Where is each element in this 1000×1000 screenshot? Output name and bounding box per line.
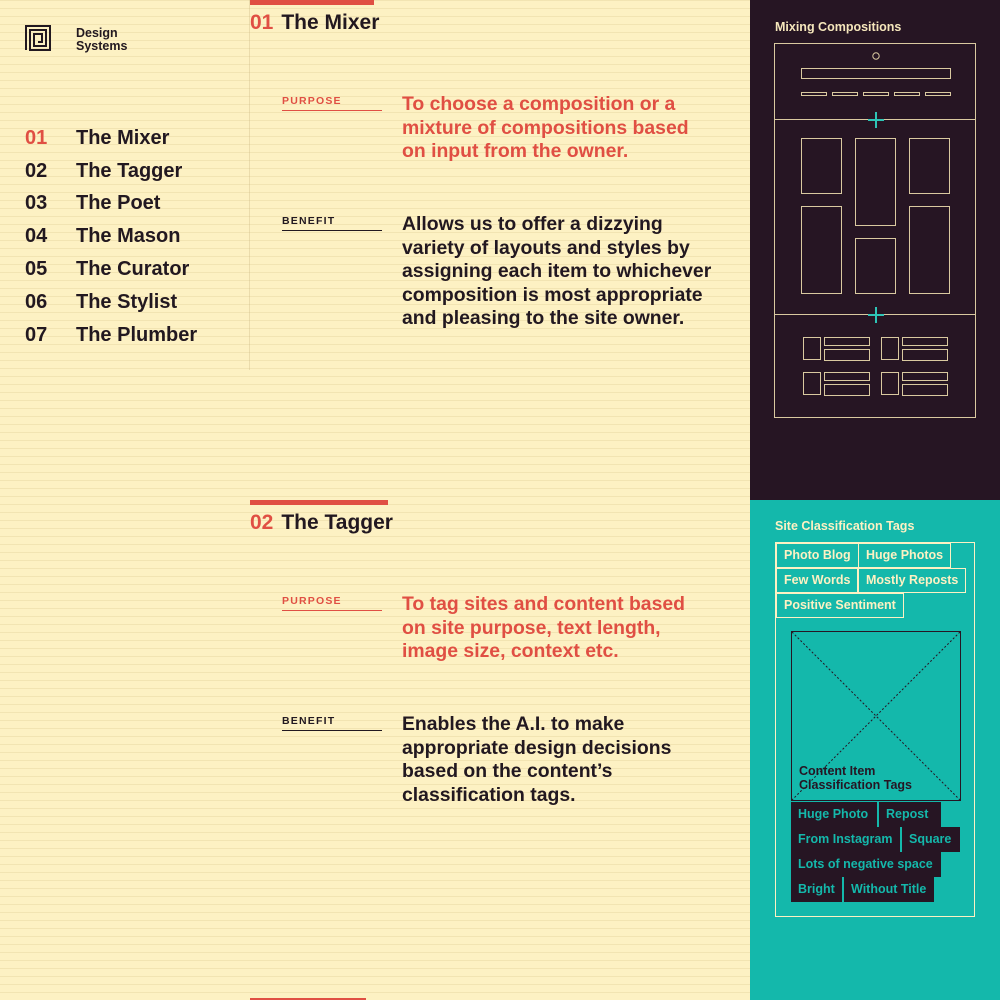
benefit-label: BENEFIT	[282, 715, 382, 731]
nav-item-number: 06	[25, 290, 48, 313]
mixing-compositions-panel	[750, 0, 1000, 500]
site-tag: Positive Sentiment	[776, 593, 904, 618]
site-tag: Photo Blog	[776, 543, 859, 568]
content-item-image-placeholder	[791, 631, 961, 801]
nav-item-label: The Tagger	[76, 159, 183, 182]
content-tag: From Instagram	[791, 827, 900, 852]
purpose-label: PURPOSE	[282, 95, 382, 111]
section-mixer	[250, 0, 750, 500]
purpose-label: PURPOSE	[282, 595, 382, 611]
purpose-text: To choose a composition or a mixture of compositions based on input from the owner.	[402, 93, 689, 162]
nav-item-mason[interactable]	[25, 220, 197, 253]
nav-item-label: The Mixer	[76, 126, 170, 149]
sidebar	[0, 0, 250, 370]
brand-name: Design Systems	[76, 26, 128, 53]
nav-item-mixer[interactable]	[25, 122, 197, 155]
purpose-text: To tag sites and content based on site purpose, text length, image size, context etc.	[402, 593, 686, 662]
spiral-logo-icon	[25, 25, 51, 51]
nav-item-tagger[interactable]	[25, 155, 197, 188]
content-tag: Square	[902, 827, 960, 852]
plus-icon	[868, 307, 884, 323]
benefit-text: Allows us to offer a dizzying variety of layouts and styles by assigning each item to whichever composition is most appropriate and pleasing to the site owner.	[402, 213, 712, 329]
nav-item-number: 07	[25, 323, 48, 346]
nav-item-plumber[interactable]	[25, 319, 197, 352]
nav-item-number: 04	[25, 225, 48, 248]
section-number: 02	[250, 511, 274, 534]
section-title-text: The Tagger	[281, 511, 393, 534]
section-number: 01	[250, 11, 274, 34]
site-tag: Mostly Reposts	[858, 568, 966, 593]
content-tag: Without Title	[844, 877, 934, 902]
section-accent-bar	[250, 500, 388, 505]
nav-item-label: The Curator	[76, 258, 190, 281]
content-tag: Huge Photo	[791, 802, 877, 827]
content-tag: Bright	[791, 877, 842, 902]
content-tag: Lots of negative space	[791, 852, 941, 877]
benefit-text: Enables the A.I. to make appropriate design decisions based on the content’s classification tags.	[402, 713, 672, 806]
site-tag: Huge Photos	[858, 543, 951, 568]
mixing-compositions-diagram	[774, 43, 976, 419]
section-title	[250, 11, 379, 35]
nav-item-label: The Stylist	[76, 290, 178, 313]
plus-icon	[868, 112, 884, 128]
nav-item-poet[interactable]	[25, 188, 197, 221]
nav-item-stylist[interactable]	[25, 286, 197, 319]
section-accent-bar	[250, 0, 374, 5]
panel-title: Site Classification Tags	[775, 519, 915, 533]
benefit-label: BENEFIT	[282, 215, 382, 231]
section-title-text: The Mixer	[281, 11, 380, 34]
nav-item-number: 02	[25, 159, 48, 182]
site-tag: Few Words	[776, 568, 858, 593]
section-nav	[25, 122, 197, 352]
nav-item-label: The Poet	[76, 192, 161, 215]
nav-item-number: 03	[25, 192, 48, 215]
site-classification-tags-panel	[750, 500, 1000, 1000]
content-tag: Repost	[879, 802, 941, 827]
nav-item-number: 01	[25, 126, 48, 149]
nav-item-label: The Mason	[76, 225, 181, 248]
section-tagger	[250, 500, 750, 1000]
panel-title: Mixing Compositions	[775, 20, 902, 34]
brand-logo[interactable]	[25, 25, 128, 53]
content-item-caption: Content Item Classification Tags	[799, 764, 912, 792]
nav-item-label: The Plumber	[76, 323, 198, 346]
nav-item-number: 05	[25, 258, 48, 281]
nav-item-curator[interactable]	[25, 253, 197, 286]
section-title	[250, 511, 393, 535]
